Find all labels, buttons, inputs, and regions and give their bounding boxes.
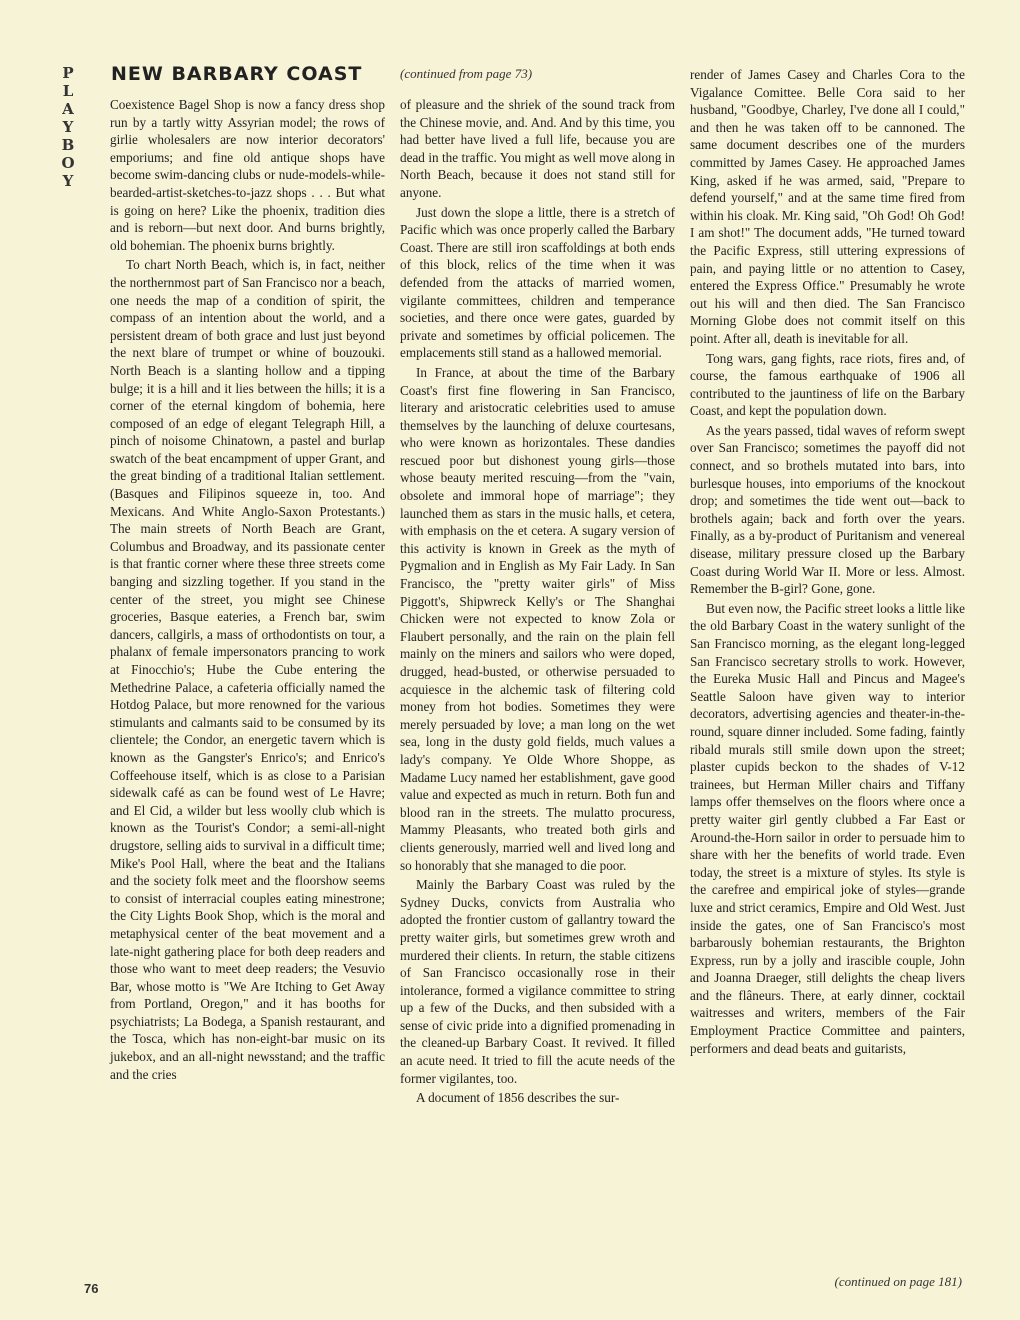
masthead-letter: Y <box>62 118 74 136</box>
paragraph: But even now, the Pacific street looks a little like the old Barbary Coast in the watery sunlight of the San Francisco morning, as the elegant long-legged San Francisco secretary strolls to work. However, the Eureka Music Hall and Pincus and Magee's Seattle Saloon have given way to interior decorators, advertising agencies and theater-in-the-round, square dinner included. Some fading, faintly ribald murals still smile down upon the street; plaster cupids beckon to the shades of V-12 trainees, but Herman Miller chairs and Tiffany lamps offer themselves on the floors where once a pretty waiter girl gently clubbed a Far East or Around-the-Horn sailor in order to persuade him to share with her the benefits of world trade. Even today, the street is a mixture of styles. Its style is the carefree and empirical joke of styles—grande luxe and strict ceramics, Empire and Old West. Just inside the gates, one of San Francisco's most barbarously bohemian restaurants, the Brighton Express, run by a jolly and irascible couple, John and Joanna Draeger, still delights the cheap livers and the flâneurs. There, at early dinner, cocktail waitresses and writers, members of the Fair Employment Practice Committee and painters, performers and dead beats and guitarists, <box>690 600 965 1056</box>
paragraph: of pleasure and the shriek of the sound track from the Chinese movie, and. And. And by this time, you had better have lived a full life, because you are dead in the traffic. You might as well move along in North Beach, because it does not stand still for anyone. <box>400 97 675 200</box>
continued-on-note: (continued on page 181) <box>834 1274 962 1289</box>
text-column-3 <box>690 66 965 1059</box>
paragraph: Tong wars, gang fights, race riots, fires and, of course, the famous earthquake of 1906 all contributed to the jauntiness of life on the Barbary Coast, and kept the population down. <box>690 350 965 419</box>
masthead-letter: O <box>61 154 75 172</box>
paragraph: Coexistence Bagel Shop is now a fancy dress shop run by a tartly witty Assyrian model; the rows of girlie wholesalers are now interior decorators' emporiums; and fine old antique shops have become swim-dancing clubs or nude-models-while-bearded-artist-sketches-to-jazz shops . . . But what is going on here? Like the phoenix, tradition dies and is reborn—but next door. And burns brightly, old bohemian. The phoenix burns brightly. <box>110 97 385 253</box>
text-column-1 <box>110 96 385 1085</box>
continued-from-note: (continued from page 73) <box>400 66 533 81</box>
paragraph: A document of 1856 describes the sur- <box>416 1090 620 1106</box>
page-number: 76 <box>84 1281 99 1296</box>
masthead-letter: Y <box>62 172 74 190</box>
masthead-letter: P <box>62 64 74 82</box>
masthead-letter: A <box>62 100 74 118</box>
text-column-2 <box>400 96 675 1109</box>
paragraph: In France, at about the time of the Barbary Coast's first fine flowering in San Francisco, literary and aristocratic celebrities used to amuse themselves by the launching of deluxe courtesans, who were known as horizontales. These dandies rescued poor but dishonest young girls—those whose beauty merited rescuing—from the "vain, obsolete and immoral hope of marriage"; they launched them as stars in the music halls, et cetera, with emphasis on the et cetera. A sugary version of this activity is known in Greek as the myth of Pygmalion and in English as My Fair Lady. In San Francisco, the "pretty waiter girls" of Miss Piggott's, Shipwreck Kelly's or The Shanghai Chicken were not expected to know Zola or Flaubert personally, and the rain on the plain fell mainly on the miners and sailors who were doped, drugged, head-busted, or otherwise persuaded to acquiesce in the alchemic task of filtering cold money from hot bodies. Sometimes they were merely persuaded by love; a man long on the wet sea, long in the dusty gold fields, much values a lady's company. Ye Olde Whore Shoppe, as Madame Lucy named her establishment, gave good value and expected as much in return. Both fun and blood ran in the streets. The mulatto procuress, Mammy Pleasants, who treated both girls and clients generously, married well and lived long and so honorably that she managed to die poor. <box>400 364 675 873</box>
masthead-letter: L <box>62 82 74 100</box>
paragraph: Mainly the Barbary Coast was ruled by the Sydney Ducks, convicts from Australia who adopted the frontier custom of gallantry toward the pretty waiter girls, but sometimes grew wroth and murdered their clients. In return, the stable citizens of San Francisco occasionally rose in their intolerance, formed a vigilance committee to string up a few of the Ducks, and then subsided with a sense of civic pride into a dignified promenading in the cleaned-up Barbary Coast. It revived. It filled an acute need. It tried to fill the acute needs of the former vigilantes, too. <box>400 877 675 1086</box>
magazine-masthead <box>56 64 80 190</box>
masthead-letter: B <box>61 136 75 154</box>
paragraph: render of James Casey and Charles Cora to the Vigalance Comittee. Belle Cora said to her husband, "Goodbye, Charley, I've done all I could," and then he was taken off to be cannoned. The same document describes one of the murders committed by James Casey. He approached James King, asked if he was armed, said, "Prepare to defend yourself," and at the same time fired from within his cloak. Mr. King said, "Oh God! Oh God! I am shot!" The document adds, "He turned toward the Pacific Express, still uttering expressions of pain, and paying little or no attention to Casey, entered the Express Office." Presumably he wrote out his will and then died. The San Francisco Morning Globe does not commit itself on this point. After all, death is inevitable for all. <box>690 67 965 346</box>
paragraph: Just down the slope a little, there is a stretch of Pacific which was once properly called the Barbary Coast. There are still iron scaffoldings at both ends of this block, relics of the time when it was defended from the attacks of married women, vigilante committees, children and temperance societies, and there once were gates, guarded by private and sometimes by official policemen. The emplacements still stand as a hallowed memorial. <box>400 204 675 361</box>
paragraph: To chart North Beach, which is, in fact, neither the northernmost part of San Francisco nor a beach, one needs the map of a condition of spirit, the compass of an intention about the world, and a persistent dream of both grace and lust just beyond the next blare of trumpet or whine of bouzouki. North Beach is a slanting hollow and a tipping bulge; it is a hill and it lies between the hills; it is a corner of the eternal kingdom of bohemia, here composed of an edge of elegant Telegraph Hill, a pinch of noisome Chinatown, a pastel and burlap swatch of the beat encampment of upper Grant, and the great binding of a traditional Italian settlement. (Basques and Filipinos squeeze in, too. And Mexicans. And White Anglo-Saxon Protestants.) The main streets of North Beach are Grant, Columbus and Broadway, and its passionate center is that frantic corner where these three streets come banging and sizzling together. If you stand in the center of the street, you might see Chinese groceries, Basque eateries, a French bar, swim dancers, callgirls, a mass of orthodontists on tour, a phalanx of female impersonators prancing to work at Finocchio's; Hube the Cube entering the Methedrine Palace, a cafeteria officially named the Hotdog Palace, but more renowned for the various stimulants and calmants said to be consumed by its clientele; the Condor, an energetic tavern which is known as the Gangster's Enrico's; and Enrico's Coffeehouse itself, which is as close to a Parisian sidewalk café as can be found west of Le Havre; and El Cid, a wilder but less woolly club which is known as the Tourist's Condor; a semi-all-night drugstore, selling aids to survival in a difficult time; Mike's Pool Hall, where the beat and the Italians and the society folk meet and the floorshow seems to consist of interracial couples eating minestrone; the City Lights Book Shop, which is the moral and metaphysical center of the beat movement and a late-night gathering place for both deep readers and those who want to meet deep readers; the Vesuvio Bar, whose motto is "We Are Itching to Get Away from Portland, Oregon," and it has booths for psychiatrists; La Bodega, a Spanish restaurant, and the Tosca, which has non-eight-bar music on its jukebox, and an all-night newsstand; and the traffic and the cries <box>110 257 385 1082</box>
article-title: NEW BARBARY COAST <box>111 63 363 85</box>
paragraph: As the years passed, tidal waves of reform swept over San Francisco; sometimes the payoff did not connect, and so brothels mutated into bars, into burlesque houses, into emporiums of the knockout drop; and sometimes the tide went out—back to brothels again; back and forth over the years. Finally, as a by-product of Puritanism and venereal disease, military pressure closed up the Barbary Coast during World War II. More or less. Almost. Remember the B-girl? Gone, gone. <box>690 422 965 597</box>
